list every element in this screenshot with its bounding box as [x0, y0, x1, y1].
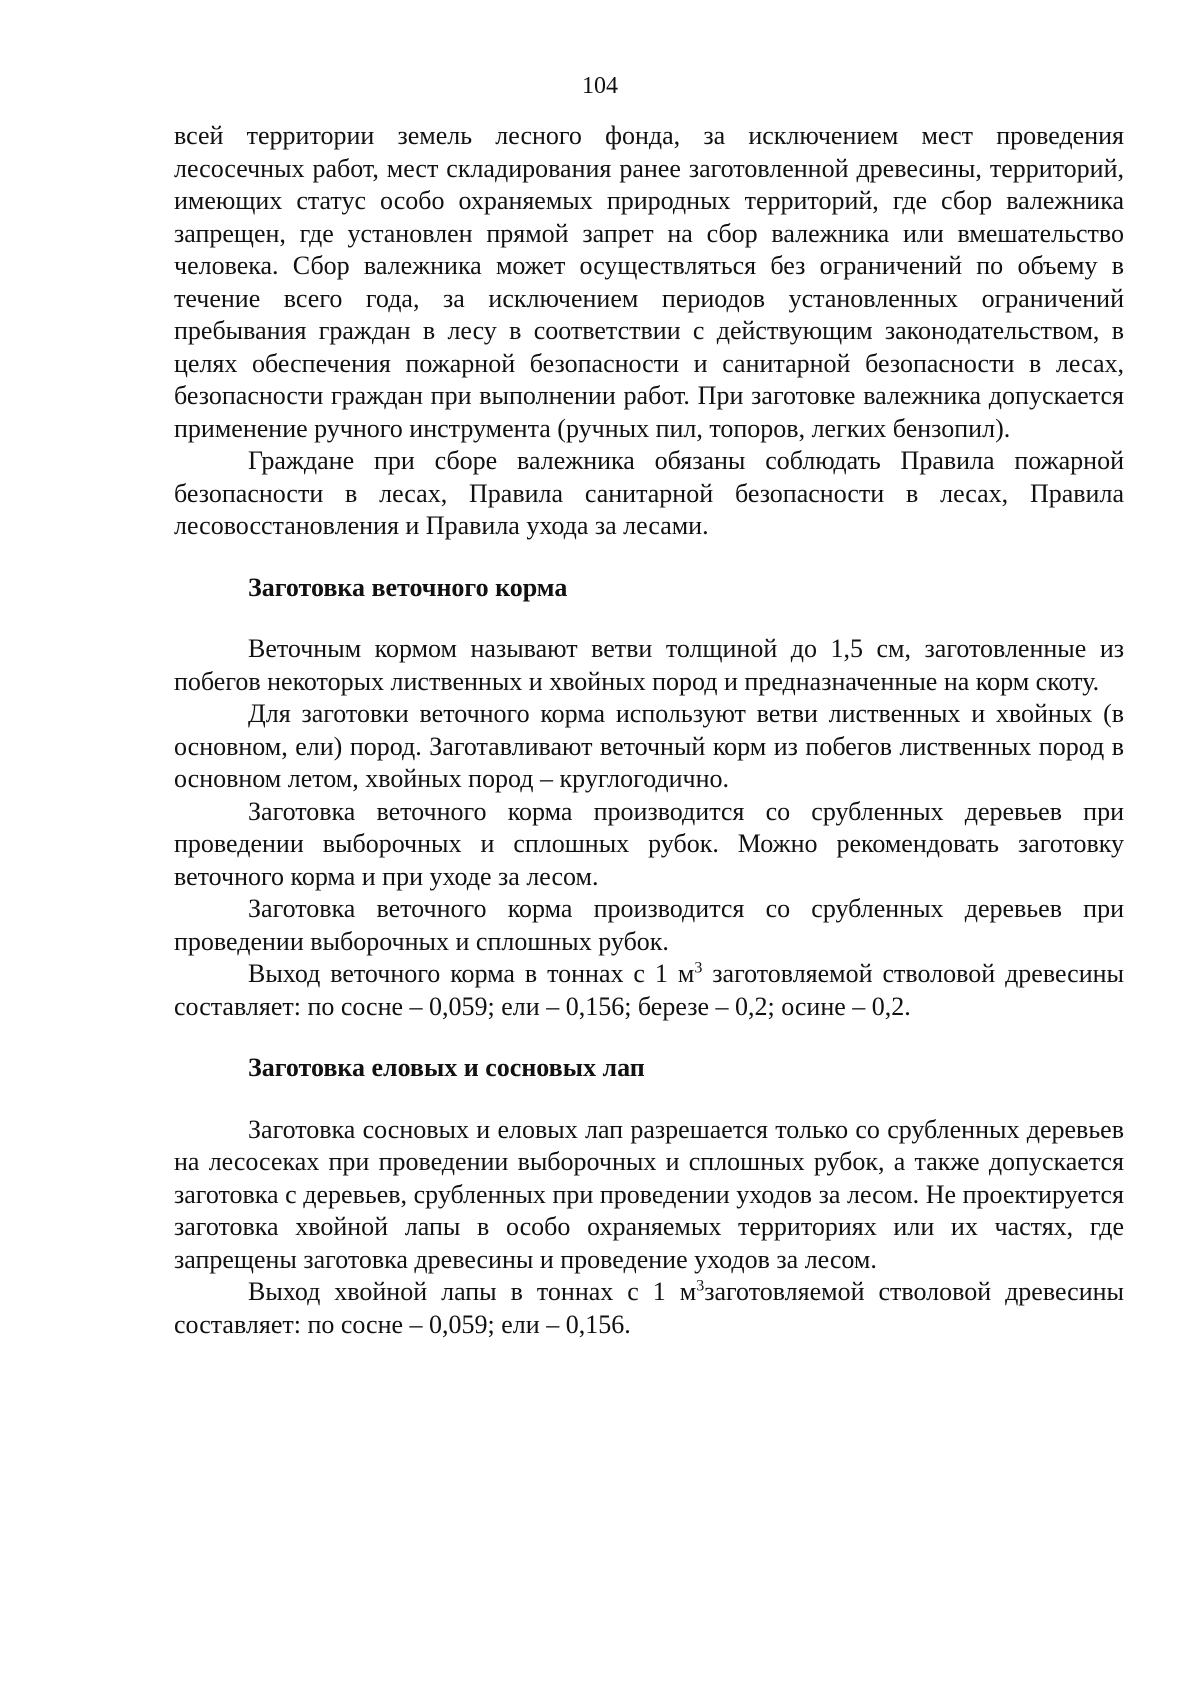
- paragraph-branch-feed-harvest-repeat: Заготовка веточного корма производится со срубленных деревьев при проведении выборочных и сплошных рубок.: [174, 894, 1124, 956]
- yield-text-end: заготовляемой стволовой древесины составляет: по сосне – 0,059; ели – 0,156; березе – 0,2; осине – 0,2.: [174, 959, 1125, 1021]
- yield-text-start: Выход веточного корма в тоннах с 1 м: [248, 959, 695, 988]
- cubic-superscript: 3: [694, 959, 703, 977]
- paragraph-conifer-branches-yield: [174, 1276, 1124, 1341]
- paragraph-branch-feed-species: Для заготовки веточного корма используют ветви лиственных и хвойных (в основном, ели) пород. Заготавливают веточный корм из побегов лиственных пород в основном летом, хвойных пород – круглогодично.: [174, 699, 1124, 793]
- page-body: [174, 120, 1124, 1341]
- yield-text-end: заготовляемой стволовой древесины составляет: по сосне – 0,059; ели – 0,156.: [174, 1277, 1124, 1339]
- section-heading-conifer-branches: Заготовка еловых и сосновых лап: [248, 1053, 645, 1082]
- paragraph-branch-feed-definition: Веточным кормом называют ветви толщиной до 1,5 см, заготовленные из побегов некоторых лиственных и хвойных пород и предназначенные на корм скоту.: [174, 634, 1124, 696]
- paragraph-branch-feed-harvest: Заготовка веточного корма производится со срубленных деревьев при проведении выборочных и сплошных рубок. Можно рекомендовать заготовку веточного корма и при уходе за лесом.: [174, 796, 1124, 891]
- cubic-superscript: 3: [696, 1277, 705, 1295]
- paragraph-citizens-obligations: Граждане при сборе валежника обязаны соблюдать Правила пожарной безопасности в лесах, Правила санитарной безопасности в лесах, Правила лесовосстановления и Правила ухода за лесами.: [174, 446, 1124, 540]
- section-heading-branch-feed: Заготовка веточного корма: [248, 572, 568, 602]
- yield-text-start: Выход хвойной лапы в тоннах с 1 м: [248, 1277, 697, 1306]
- paragraph-conifer-branches-rules: Заготовка сосновых и еловых лап разрешается только со срубленных деревьев на лесосеках при проведении выборочных и сплошных рубок, а также допускается заготовка с деревьев, срубленных при проведении уходов за лесом. Не проектируется заготовка хвойной лапы в особо охраняемых территориях или их частях, где запрещены заготовка древесины и проведение уходов за лесом.: [174, 1114, 1124, 1274]
- page-number: 104: [582, 73, 618, 99]
- paragraph-branch-feed-yield: [174, 958, 1124, 1023]
- paragraph-deadwood-rules: всей территории земель лесного фонда, за исключением мест проведения лесосечных работ, мест складирования ранее заготовленной древесины, территорий, имеющих статус особо охраняемых природных территорий, где сбор валежника запрещен, где установлен прямой запрет на сбор валежника или вмешательство человека. Сбор валежника может осуществляться без ограничений по объему в течение всего года, за исключением периодов установленных ограничений пребывания граждан в лесу в соответствии с действующим законодательством, в целях обеспечения пожарной безопасности и санитарной безопасности в лесах, безопасности граждан при выполнении работ. При заготовке валежника допускается применение ручного инструмента (ручных пил, топоров, легких бензопил).: [174, 121, 1124, 443]
